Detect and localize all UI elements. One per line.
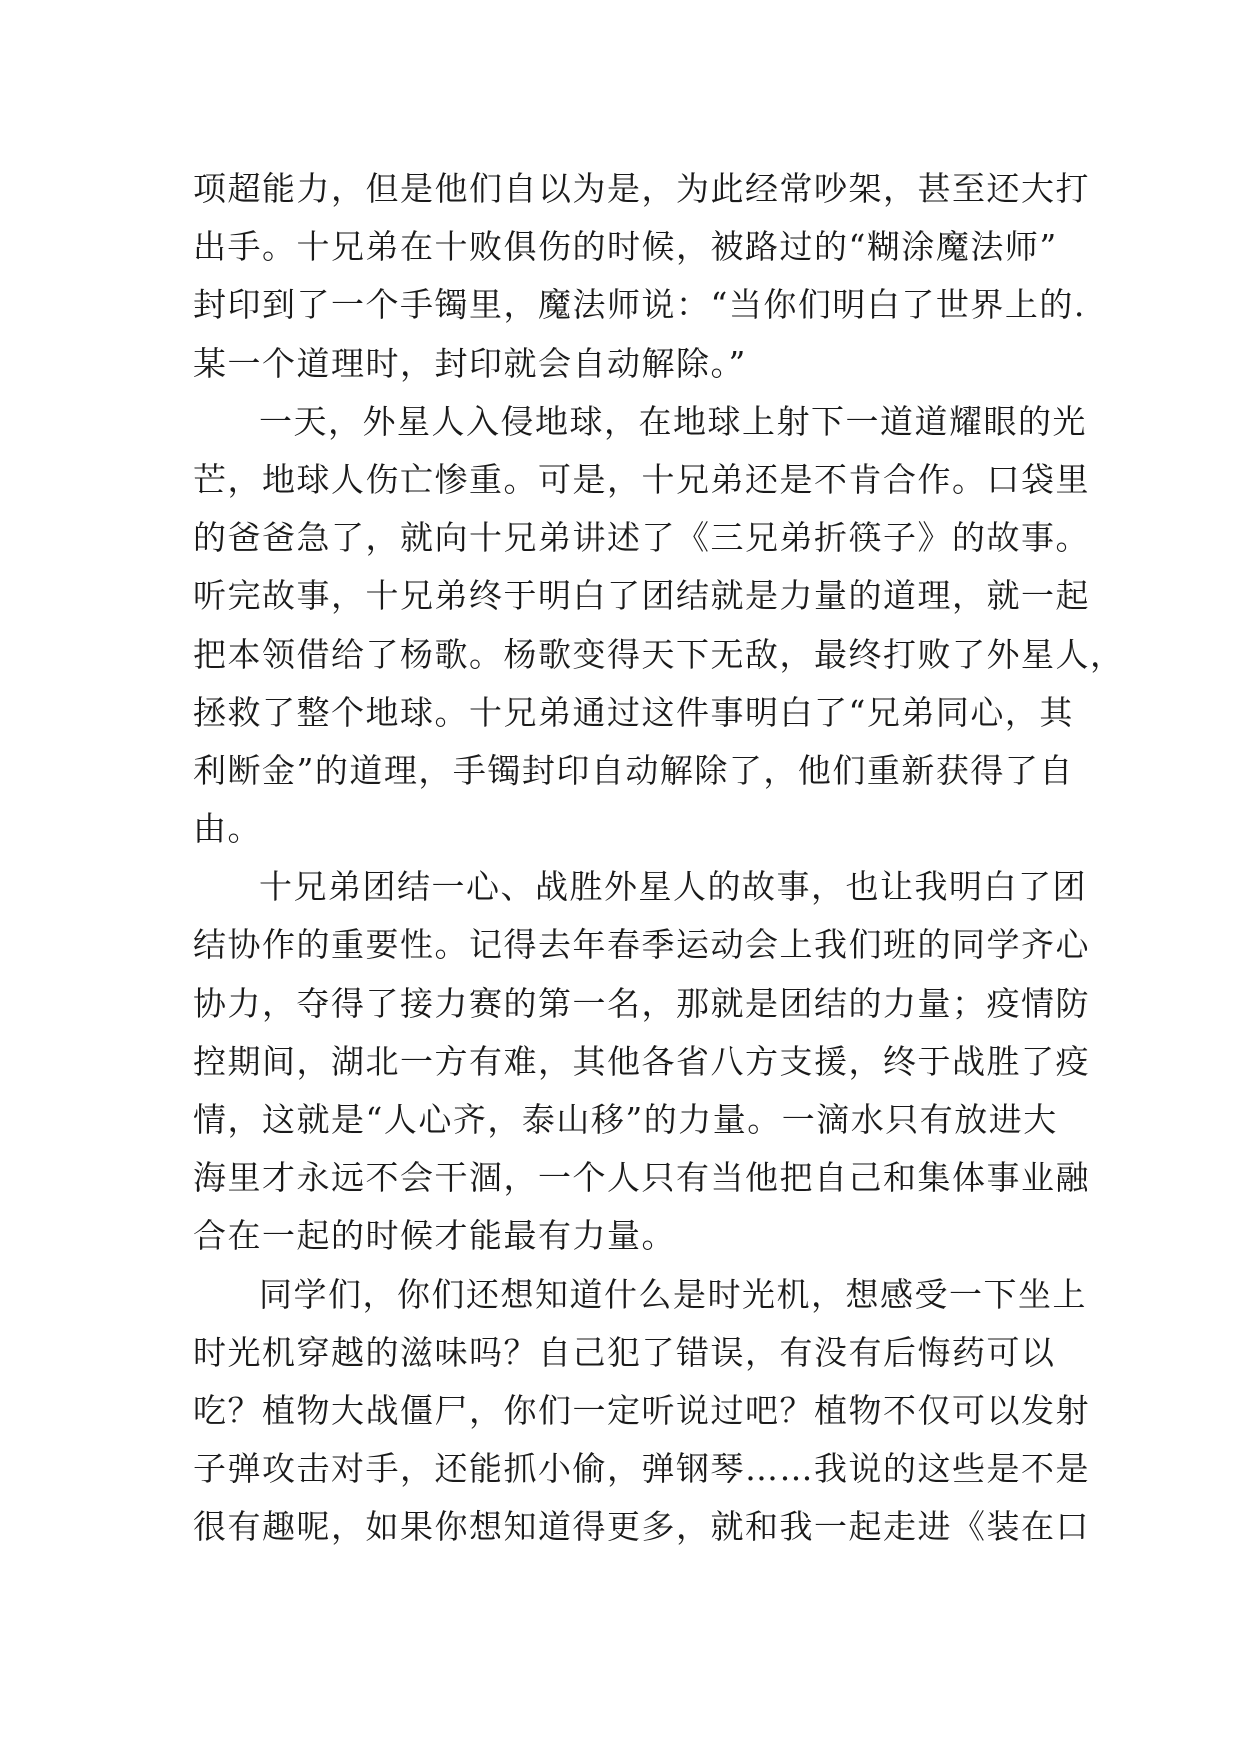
text-line: 控期间，湖北一方有难，其他各省八方支援，终于战胜了疫 xyxy=(193,1041,1090,1081)
text-line: 听完故事，十兄弟终于明白了团结就是力量的道理，就一起 xyxy=(193,576,1090,616)
text-line: 芒，地球人伤亡惨重。可是，十兄弟还是不肯合作。口袋里 xyxy=(193,459,1090,499)
text-line: 吃？植物大战僵尸，你们一定听说过吧？植物不仅可以发射 xyxy=(193,1390,1090,1430)
paragraph-first-line: 十兄弟团结一心、战胜外星人的故事，也让我明白了团 xyxy=(259,867,1087,907)
document-page xyxy=(193,160,1125,1557)
text-line: 协力，夺得了接力赛的第一名，那就是团结的力量；疫情防 xyxy=(193,983,1090,1023)
text-line: 子弹攻击对手，还能抓小偷，弹钢琴……我说的这些是不是 xyxy=(193,1449,1090,1489)
paragraph-first-line: 一天，外星人入侵地球，在地球上射下一道道耀眼的光 xyxy=(259,401,1087,441)
text-line: 封印到了一个手镯里，魔法师说：“当你们明白了世界上的. xyxy=(193,285,1086,325)
text-line: 由。 xyxy=(193,809,262,849)
paragraph-first-line: 同学们，你们还想知道什么是时光机，想感受一下坐上 xyxy=(259,1274,1087,1314)
text-line: 时光机穿越的滋味吗？自己犯了错误，有没有后悔药可以 xyxy=(193,1332,1056,1372)
text-line: 拯救了整个地球。十兄弟通过这件事明白了“兄弟同心，其 xyxy=(193,692,1074,732)
text-line: 出手。十兄弟在十败俱伤的时候，被路过的“糊涂魔法师” xyxy=(193,227,1058,267)
text-line: 很有趣呢，如果你想知道得更多，就和我一起走进《装在口 xyxy=(193,1507,1090,1547)
text-line: 合在一起的时候才能最有力量。 xyxy=(193,1216,676,1256)
text-line: 项超能力，但是他们自以为是，为此经常吵架，甚至还大打 xyxy=(193,169,1090,208)
text-line: 情，这就是“人心齐，泰山移”的力量。一滴水只有放进大 xyxy=(193,1100,1058,1139)
text-line: 利断金”的道理，手镯封印自动解除了，他们重新获得了自 xyxy=(193,750,1074,790)
text-line: 结协作的重要性。记得去年春季运动会上我们班的同学齐心 xyxy=(193,925,1090,965)
text-line: 某一个道理时，封印就会自动解除。” xyxy=(193,343,747,383)
text-line: 海里才永远不会干涸，一个人只有当他把自己和集体事业融 xyxy=(193,1158,1090,1198)
text-line: 的爸爸急了，就向十兄弟讲述了《三兄弟折筷子》的故事。 xyxy=(193,518,1090,558)
text-line: 把本领借给了杨歌。杨歌变得天下无敌，最终打败了外星人， xyxy=(193,634,1125,674)
